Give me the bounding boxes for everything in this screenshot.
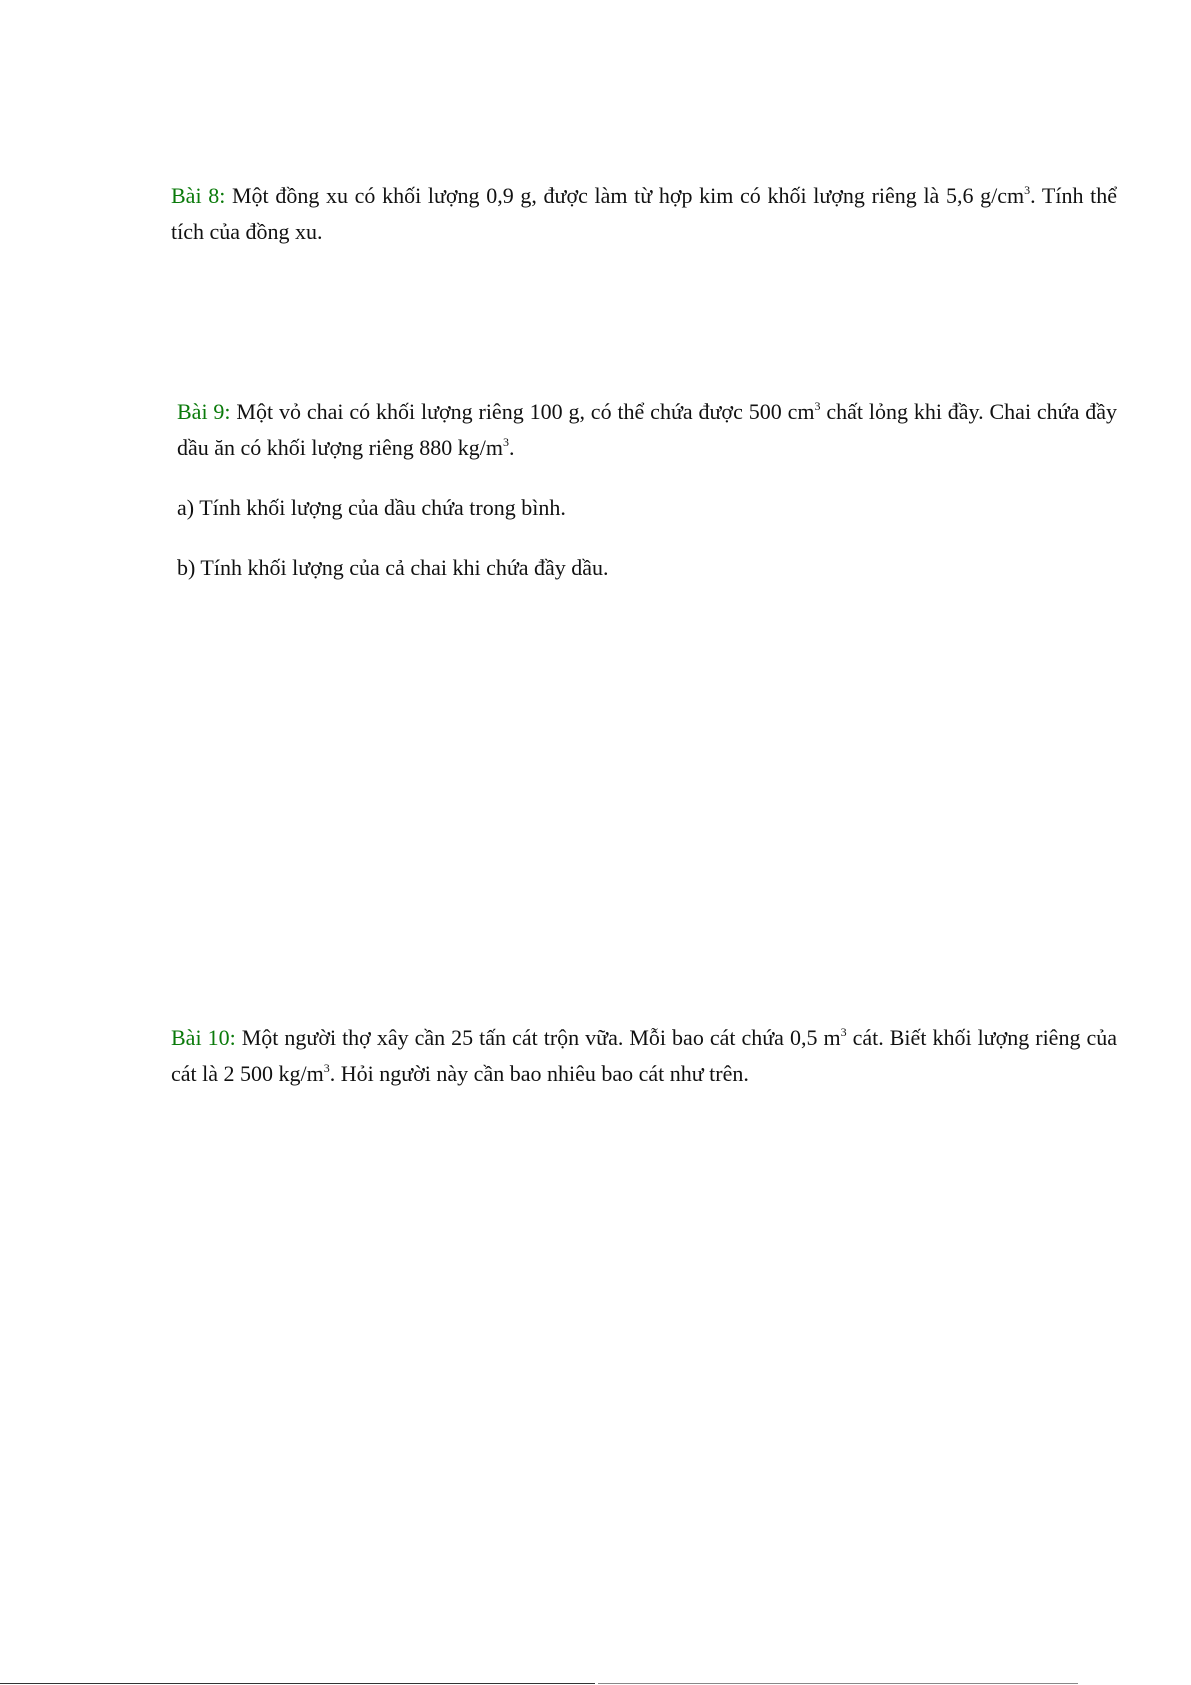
page-bottom-divider-secondary (598, 1683, 1078, 1684)
problem-9-text-2: chất lỏng khi đầy. Chai chứa đầy dầu ăn có khối lượng riêng 880 kg/m (177, 399, 1118, 460)
problem-8-text-end: . Tính thể tích của đồng xu. (171, 183, 1118, 244)
problem-8-text: Một đồng xu có khối lượng 0,9 g, được làm từ hợp kim có khối lượng riêng là 5,6 g/cm (232, 183, 1025, 208)
problem-10 (171, 1020, 1117, 1092)
problem-10-text-3: . Hỏi người này cần bao nhiêu bao cát như trên. (329, 1061, 749, 1086)
problem-9-sup-2: 3 (503, 435, 510, 449)
problem-10-sup-2: 3 (323, 1061, 330, 1075)
problem-8 (171, 178, 1117, 250)
problem-9-part-a: a) Tính khối lượng của dầu chứa trong bình. (177, 495, 566, 520)
problem-9-text-1: Một vỏ chai có khối lượng riêng 100 g, có thể chứa được 500 cm (236, 399, 815, 424)
problem-9-sup-1: 3 (814, 399, 821, 413)
problem-8-sup: 3 (1024, 183, 1031, 197)
problem-10-label: Bài 10: (171, 1025, 236, 1050)
problem-9-label: Bài 9: (177, 399, 231, 424)
page-bottom-divider (0, 1683, 595, 1684)
problem-10-sup-1: 3 (840, 1025, 847, 1039)
problem-8-label: Bài 8: (171, 183, 226, 208)
problem-10-statement (171, 1020, 1117, 1092)
problem-9-part-b: b) Tính khối lượng của cả chai khi chứa đầy dầu. (177, 555, 609, 580)
problem-10-text-1: Một người thợ xây cần 25 tấn cát trộn vữa. Mỗi bao cát chứa 0,5 m (241, 1025, 841, 1050)
problem-9-text-3: . (509, 435, 515, 460)
problem-9-statement (177, 394, 1117, 466)
problem-10-text-2: cát. Biết khối lượng riêng của cát là 2 500 kg/m (171, 1025, 1117, 1086)
problem-8-statement (171, 178, 1117, 250)
problem-9 (177, 394, 1117, 586)
